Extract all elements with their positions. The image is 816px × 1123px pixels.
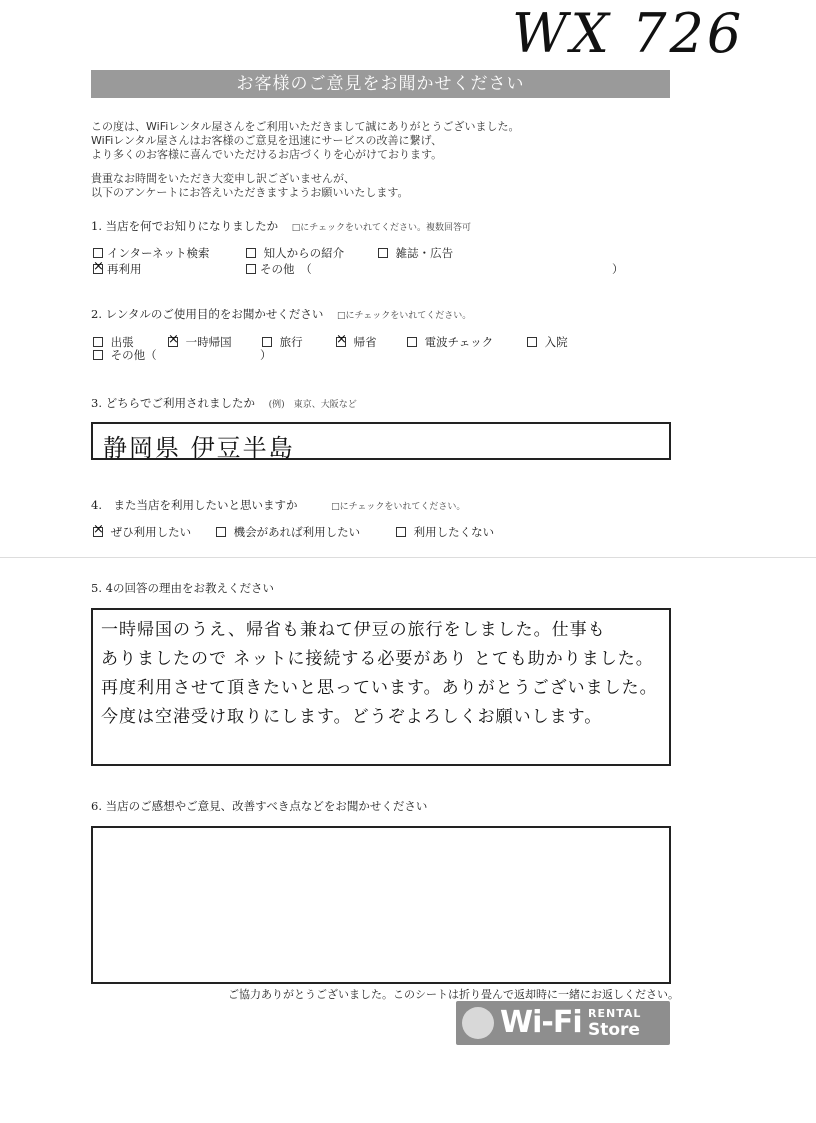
answer-line: 今度は空港受け取りにします。どうぞよろしくお願いします。 [101,707,603,727]
q1-option-referral[interactable]: 知人からの紹介 [246,245,344,261]
answer-line: 再度利用させて頂きたいと思っています。ありがとうございました。 [101,678,658,698]
question-2-label: 2. レンタルのご使用目的をお聞かせください [91,307,324,321]
q2-option-temporary-return[interactable]: × 一時帰国 [168,334,232,350]
q2-option-business[interactable]: 出張 [93,334,134,350]
wifi-rental-store-logo [456,1001,670,1045]
q2-option-homecoming[interactable]: × 帰省 [336,334,377,350]
q4-option-definitely[interactable]: × ぜひ利用したい [93,524,191,540]
checkbox-icon[interactable] [93,248,103,258]
question-3 [91,395,357,411]
checkbox-icon[interactable] [246,248,256,258]
q2-option-other[interactable]: その他（ [93,347,157,363]
checkbox-icon[interactable] [93,350,103,360]
intro-line: この度は、WiFiレンタル屋さんをご利用いただきまして誠にありがとうございました。 [91,120,520,133]
q3-handwritten-answer: 静岡県 伊豆半島 [103,434,295,462]
q1-option-internet[interactable]: インターネット検索 [93,245,209,261]
question-3-note: (例) 東京、大阪など [268,400,357,410]
q3-answer-box[interactable] [91,422,671,460]
intro-line: 以下のアンケートにお答えいただきますようお願いいたします。 [91,186,409,199]
intro-line: WiFiレンタル屋さんはお客様のご意見を迅速にサービスの改善に繋げ、 [91,134,443,147]
question-1 [91,218,471,234]
q1-option-reuse[interactable]: ×再利用 [93,261,142,277]
q5-handwritten-answer [101,616,671,732]
question-4 [91,497,465,513]
q6-answer-box[interactable] [91,826,671,984]
q2-option-travel[interactable]: 旅行 [262,334,303,350]
question-1-label: 1. 当店を何でお知りになりましたか [91,219,279,233]
question-1-note: □にチェックをいれてください。複数回答可 [291,223,472,233]
checkbox-icon[interactable] [216,527,226,537]
question-4-label: 4. また当店を利用したいと思いますか [91,498,298,512]
q1-option-other[interactable]: その他 （ [246,261,312,277]
q2-other-close-paren: ） [260,348,272,362]
checked-checkbox-icon[interactable] [93,527,103,537]
intro-line: 貴重なお時間をいただき大変申し訳ございませんが、 [91,172,355,185]
form-title: お客様のご意見をお聞かせください [91,70,670,98]
sheet-id: WX 726 [512,2,745,65]
question-6 [91,798,427,814]
checked-checkbox-icon[interactable] [93,264,103,274]
footer-note: ご協力ありがとうございました。このシートは折り畳んで返却時に一緒にお返しください。 [228,988,679,1001]
question-2-note: □にチェックをいれてください。 [337,311,472,321]
checkbox-icon[interactable] [527,337,537,347]
question-6-label: 6. 当店のご感想やご意見、改善すべき点などをお聞かせください [91,799,428,813]
q1-option-magazine[interactable]: 雑誌・広告 [378,245,453,261]
q4-option-no[interactable]: 利用したくない [396,524,494,540]
logo-rental-text: RENTAL [588,1007,642,1020]
question-5 [91,580,274,596]
question-3-label: 3. どちらでご利用されましたか [91,396,256,410]
mascot-icon [462,1007,494,1039]
question-4-note: □にチェックをいれてください。 [331,502,466,512]
question-2 [91,306,471,322]
checkbox-icon[interactable] [407,337,417,347]
question-5-label: 5. 4の回答の理由をお教えください [91,581,274,595]
checkbox-icon[interactable] [396,527,406,537]
checkbox-icon[interactable] [246,264,256,274]
fold-line [0,557,816,558]
q4-option-maybe[interactable]: 機会があれば利用したい [216,524,360,540]
checked-checkbox-icon[interactable] [336,337,346,347]
logo-wifi-text: Wi-Fi [500,1005,582,1040]
q2-option-hospital[interactable]: 入院 [527,334,568,350]
checked-checkbox-icon[interactable] [168,337,178,347]
q1-other-close-paren: ） [612,262,624,276]
checkbox-icon[interactable] [93,337,103,347]
checkbox-icon[interactable] [378,248,388,258]
logo-store-text: Store [588,1020,640,1040]
answer-line: 一時帰国のうえ、帰省も兼ねて伊豆の旅行をしました。仕事も [101,620,606,640]
checkbox-icon[interactable] [262,337,272,347]
intro-line: より多くのお客様に喜んでいただけるお店づくりを心がけております。 [91,148,443,161]
q2-option-signal-check[interactable]: 電波チェック [407,334,493,350]
answer-line: ありましたので ネットに接続する必要があり とても助かりました。 [101,649,654,669]
q5-answer-box[interactable] [91,608,671,766]
